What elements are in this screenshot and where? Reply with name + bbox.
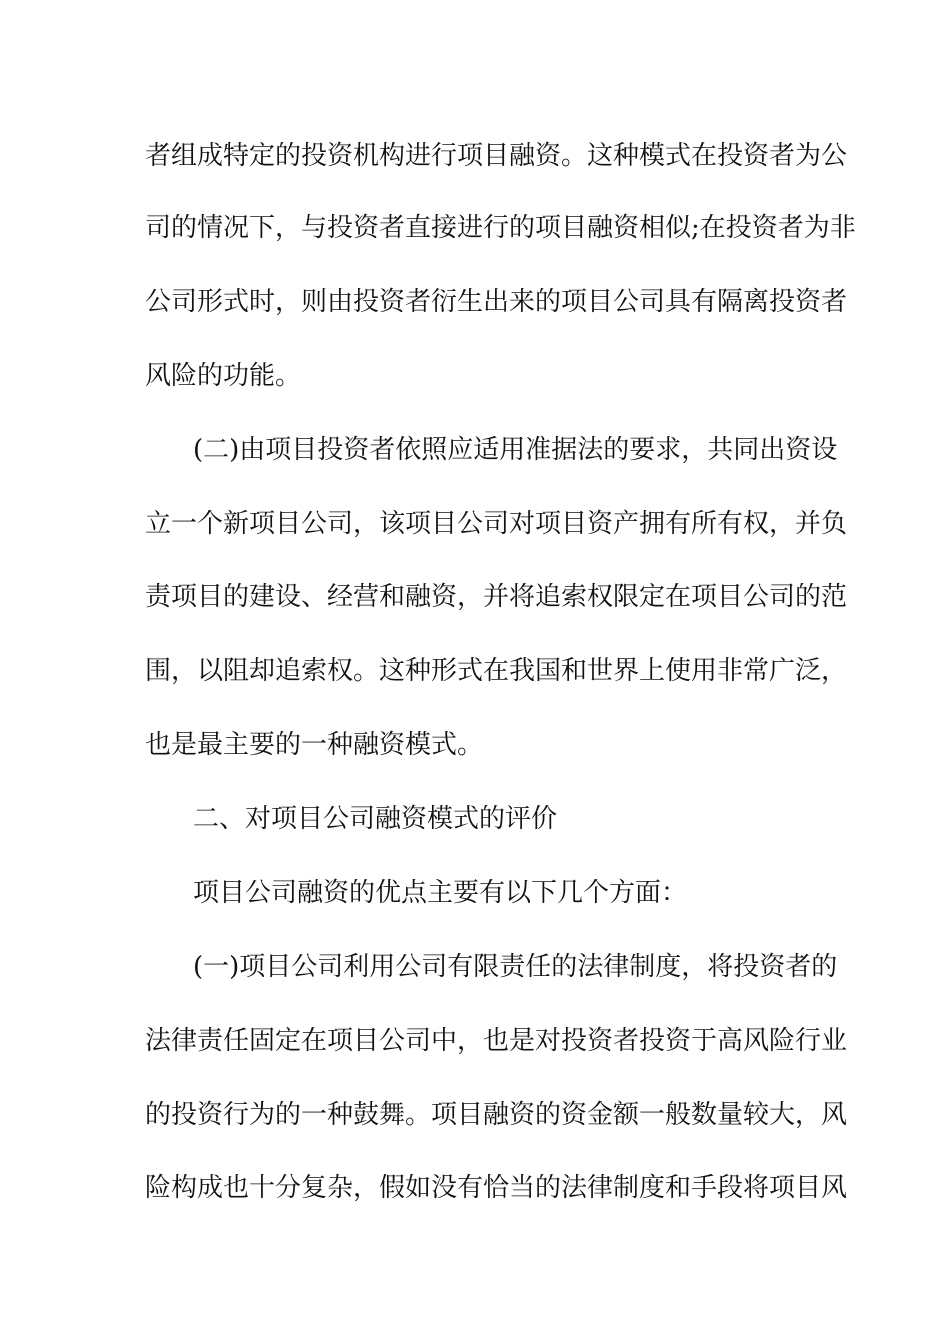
- text-line: 也是最主要的一种融资模式。: [145, 730, 484, 760]
- text-line: 围，以阻却追索权。这种形式在我国和世界上使用非常广泛，: [145, 656, 848, 686]
- text-line: 风险的功能。: [145, 361, 302, 391]
- text-line: 立一个新项目公司，该项目公司对项目资产拥有所有权，并负: [145, 509, 848, 539]
- text-line: 司的情况下，与投资者直接进行的项目融资相似;在投资者为非: [145, 213, 856, 243]
- text-line: 法律责任固定在项目公司中，也是对投资者投资于高风险行业: [145, 1026, 848, 1056]
- section-heading: 二、对项目公司融资模式的评价: [193, 804, 558, 834]
- paragraph-intro: 项目公司融资的优点主要有以下几个方面：: [193, 878, 688, 908]
- section-paragraph-start: (一)项目公司利用公司有限责任的法律制度，将投资者的: [193, 952, 838, 982]
- text-line: 公司形式时，则由投资者衍生出来的项目公司具有隔离投资者: [145, 287, 848, 317]
- text-line: 险构成也十分复杂，假如没有恰当的法律制度和手段将项目风: [145, 1173, 848, 1203]
- text-line: 的投资行为的一种鼓舞。项目融资的资金额一般数量较大，风: [145, 1100, 848, 1130]
- text-line: 责项目的建设、经营和融资，并将追索权限定在项目公司的范: [145, 582, 848, 612]
- text-line: 者组成特定的投资机构进行项目融资。这种模式在投资者为公: [145, 141, 848, 171]
- section-paragraph-start: (二)由项目投资者依照应适用准据法的要求，共同出资设: [193, 435, 838, 465]
